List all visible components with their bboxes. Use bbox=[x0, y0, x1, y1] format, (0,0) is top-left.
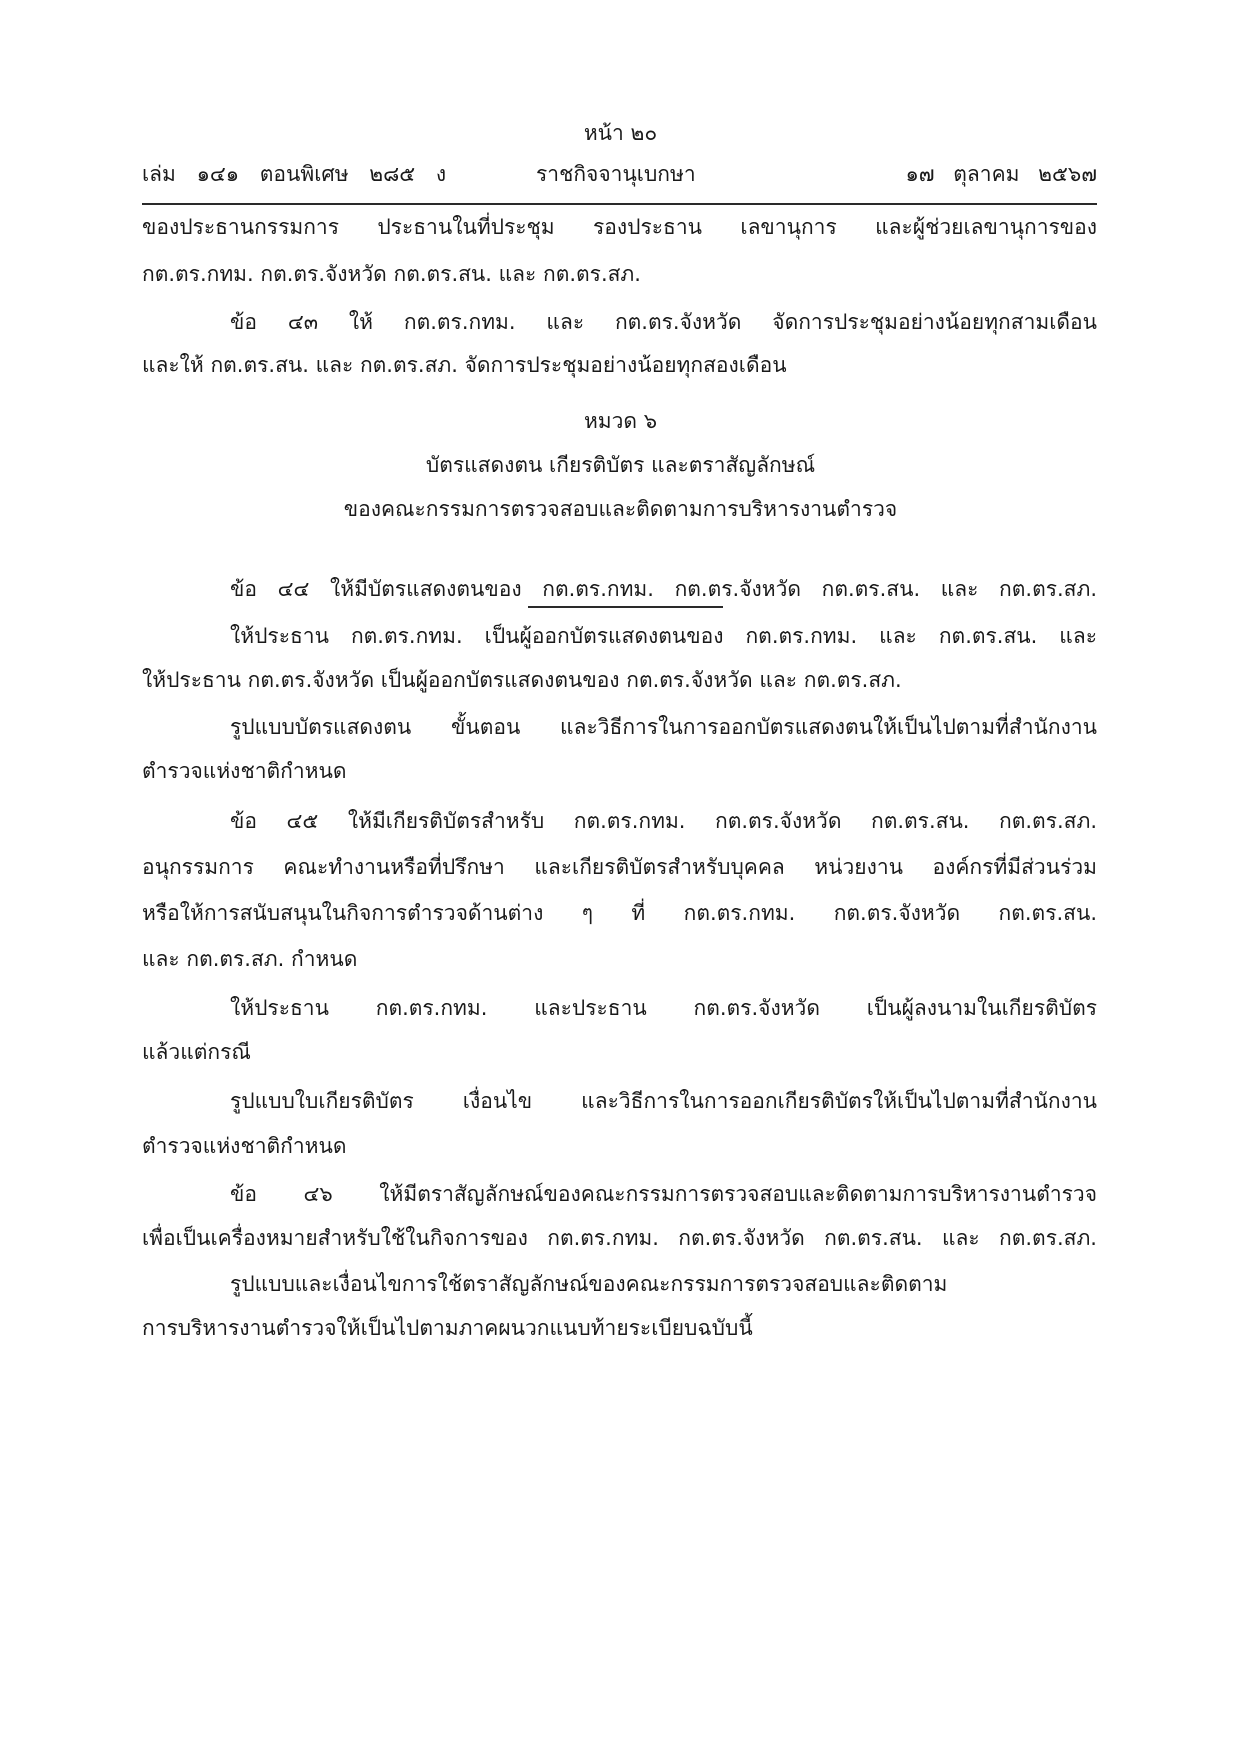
clause-43-line: ข้อ ๔๓ ให้ กต.ตร.กทม. และ กต.ตร.จังหวัด จัดการประชุมอย่างน้อยทุกสามเดือน bbox=[230, 310, 1097, 334]
clause-46-line: รูปแบบและเงื่อนไขการใช้ตราสัญลักษณ์ของคณะกรรมการตรวจสอบและติดตาม bbox=[230, 1272, 948, 1296]
clause-45-line: และ กต.ตร.สภ. กำหนด bbox=[142, 947, 358, 971]
chapter-number: หมวด ๖ bbox=[583, 409, 658, 433]
volume-issue: เล่ม ๑๔๑ ตอนพิเศษ ๒๘๕ ง bbox=[142, 162, 447, 186]
publication-title: ราชกิจจานุเบกษา bbox=[536, 162, 696, 186]
clause-45-line: หรือให้การสนับสนุนในกิจการตำรวจด้านต่าง ๆ ที่ กต.ตร.กทม. กต.ตร.จังหวัด กต.ตร.สน. bbox=[142, 901, 1097, 925]
clause-44-line: รูปแบบบัตรแสดงตน ขั้นตอน และวิธีการในการออกบัตรแสดงตนให้เป็นไปตามที่สำนักงาน bbox=[230, 715, 1097, 739]
chapter-title-line-2: ของคณะกรรมการตรวจสอบและติดตามการบริหารงานตำรวจ bbox=[343, 497, 898, 521]
chapter-divider bbox=[528, 606, 723, 608]
clause-45-line: รูปแบบใบเกียรติบัตร เงื่อนไข และวิธีการในการออกเกียรติบัตรให้เป็นไปตามที่สำนักงาน bbox=[230, 1089, 1097, 1113]
clause-45-line: ข้อ ๔๕ ให้มีเกียรติบัตรสำหรับ กต.ตร.กทม. กต.ตร.จังหวัด กต.ตร.สน. กต.ตร.สภ. bbox=[230, 809, 1097, 833]
clause-44-line: ให้ประธาน กต.ตร.จังหวัด เป็นผู้ออกบัตรแสดงตนของ กต.ตร.จังหวัด และ กต.ตร.สภ. bbox=[142, 668, 902, 692]
page-number: หน้า ๒๐ bbox=[583, 121, 658, 145]
clause-43-line: และให้ กต.ตร.สน. และ กต.ตร.สภ. จัดการประชุมอย่างน้อยทุกสองเดือน bbox=[142, 353, 787, 377]
clause-44-line: ให้ประธาน กต.ตร.กทม. เป็นผู้ออกบัตรแสดงตนของ กต.ตร.กทม. และ กต.ตร.สน. และ bbox=[230, 624, 1097, 648]
clause-45-line: อนุกรรมการ คณะทำงานหรือที่ปรึกษา และเกียรติบัตรสำหรับบุคคล หน่วยงาน องค์กรที่มีส่วนร่วม bbox=[142, 855, 1097, 879]
clause-44-line: ตำรวจแห่งชาติกำหนด bbox=[142, 759, 347, 783]
chapter-title-line-1: บัตรแสดงตน เกียรติบัตร และตราสัญลักษณ์ bbox=[425, 453, 816, 477]
clause-44-line: ข้อ ๔๔ ให้มีบัตรแสดงตนของ กต.ตร.กทม. กต.ตร.จังหวัด กต.ตร.สน. และ กต.ตร.สภ. bbox=[230, 577, 1097, 601]
clause-46-line: ข้อ ๔๖ ให้มีตราสัญลักษณ์ของคณะกรรมการตรวจสอบและติดตามการบริหารงานตำรวจ bbox=[230, 1182, 1097, 1206]
clause-46-line: การบริหารงานตำรวจให้เป็นไปตามภาคผนวกแนบท้ายระเบียบฉบับนี้ bbox=[142, 1316, 753, 1340]
paragraph-line: ของประธานกรรมการ ประธานในที่ประชุม รองประธาน เลขานุการ และผู้ช่วยเลขานุการของ bbox=[142, 215, 1097, 239]
clause-45-line: ให้ประธาน กต.ตร.กทม. และประธาน กต.ตร.จังหวัด เป็นผู้ลงนามในเกียรติบัตร bbox=[230, 996, 1097, 1020]
gazette-header bbox=[142, 155, 1097, 205]
clause-45-line: แล้วแต่กรณี bbox=[142, 1040, 251, 1064]
publication-date: ๑๗ ตุลาคม ๒๕๖๗ bbox=[905, 162, 1097, 186]
clause-46-line: เพื่อเป็นเครื่องหมายสำหรับใช้ในกิจการของ กต.ตร.กทม. กต.ตร.จังหวัด กต.ตร.สน. และ กต.ตร.สภ. bbox=[142, 1226, 1097, 1250]
paragraph-line: กต.ตร.กทม. กต.ตร.จังหวัด กต.ตร.สน. และ กต.ตร.สภ. bbox=[142, 262, 641, 286]
clause-45-line: ตำรวจแห่งชาติกำหนด bbox=[142, 1134, 347, 1158]
